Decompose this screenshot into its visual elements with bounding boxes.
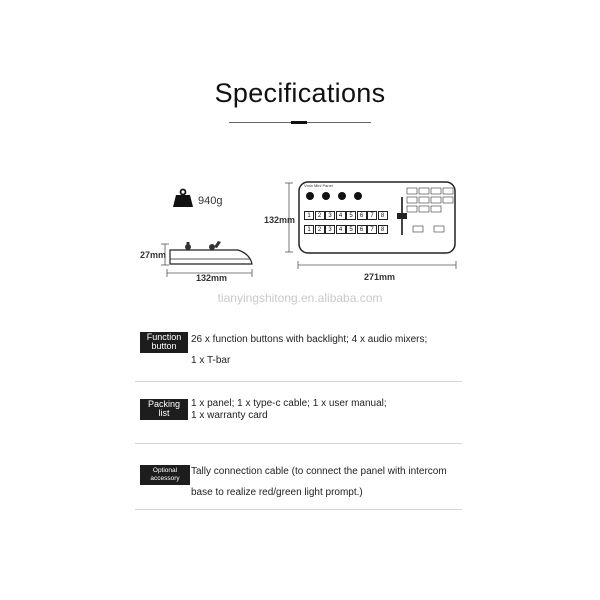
spec-optional-line-2: base to realize red/green light prompt.)	[191, 487, 363, 498]
panel-button: 5	[346, 211, 356, 220]
tag-packing-list: Packing list	[140, 399, 188, 420]
tag-optional-accessory: Optional accessory	[140, 465, 190, 485]
device-side-view	[168, 240, 254, 268]
tag-function-button: Function button	[140, 332, 188, 353]
spec-optional-line-1: Tally connection cable (to connect the panel with intercom	[191, 466, 447, 477]
panel-button-row-2	[304, 225, 388, 234]
panel-button: 7	[367, 225, 377, 234]
divider-1	[135, 381, 462, 382]
panel-button: 3	[325, 211, 335, 220]
panel-button: 3	[325, 225, 335, 234]
panel-button: 2	[315, 211, 325, 220]
panel-button: 7	[367, 211, 377, 220]
watermark: tianyingshitong.en.alibaba.com	[217, 291, 383, 305]
panel-button: 1	[304, 211, 314, 220]
dimension-height-top: 132mm	[264, 215, 296, 225]
panel-button: 2	[315, 225, 325, 234]
panel-button: 1	[304, 225, 314, 234]
panel-button: 6	[357, 225, 367, 234]
spec-function	[140, 333, 462, 373]
spec-packing	[140, 398, 462, 428]
dimension-width-top: 271mm	[364, 272, 396, 282]
spec-packing-line-1: 1 x panel; 1 x type-c cable; 1 x user manual;	[191, 398, 387, 409]
weight-value: 940g	[198, 195, 223, 207]
spec-packing-line-2: 1 x warranty card	[191, 410, 268, 421]
divider-3	[135, 509, 462, 510]
panel-button: 8	[378, 211, 388, 220]
spec-optional	[140, 465, 462, 505]
panel-button: 4	[336, 211, 346, 220]
panel-button: 6	[357, 211, 367, 220]
spec-function-line-2: 1 x T-bar	[191, 355, 231, 366]
spec-function-line-1: 26 x function buttons with backlight; 4 x audio mixers;	[191, 334, 428, 345]
page-title: Specifications	[214, 78, 386, 108]
dimension-width-side: 132mm	[196, 273, 228, 283]
dimension-height-side: 27mm	[140, 250, 167, 260]
panel-button: 8	[378, 225, 388, 234]
panel-button: 5	[346, 225, 356, 234]
panel-button-row-1	[304, 211, 388, 220]
divider-2	[135, 443, 462, 444]
panel-label: Vmix Mini Panel	[304, 183, 333, 188]
panel-button: 4	[336, 225, 346, 234]
device-top-view	[298, 181, 456, 254]
